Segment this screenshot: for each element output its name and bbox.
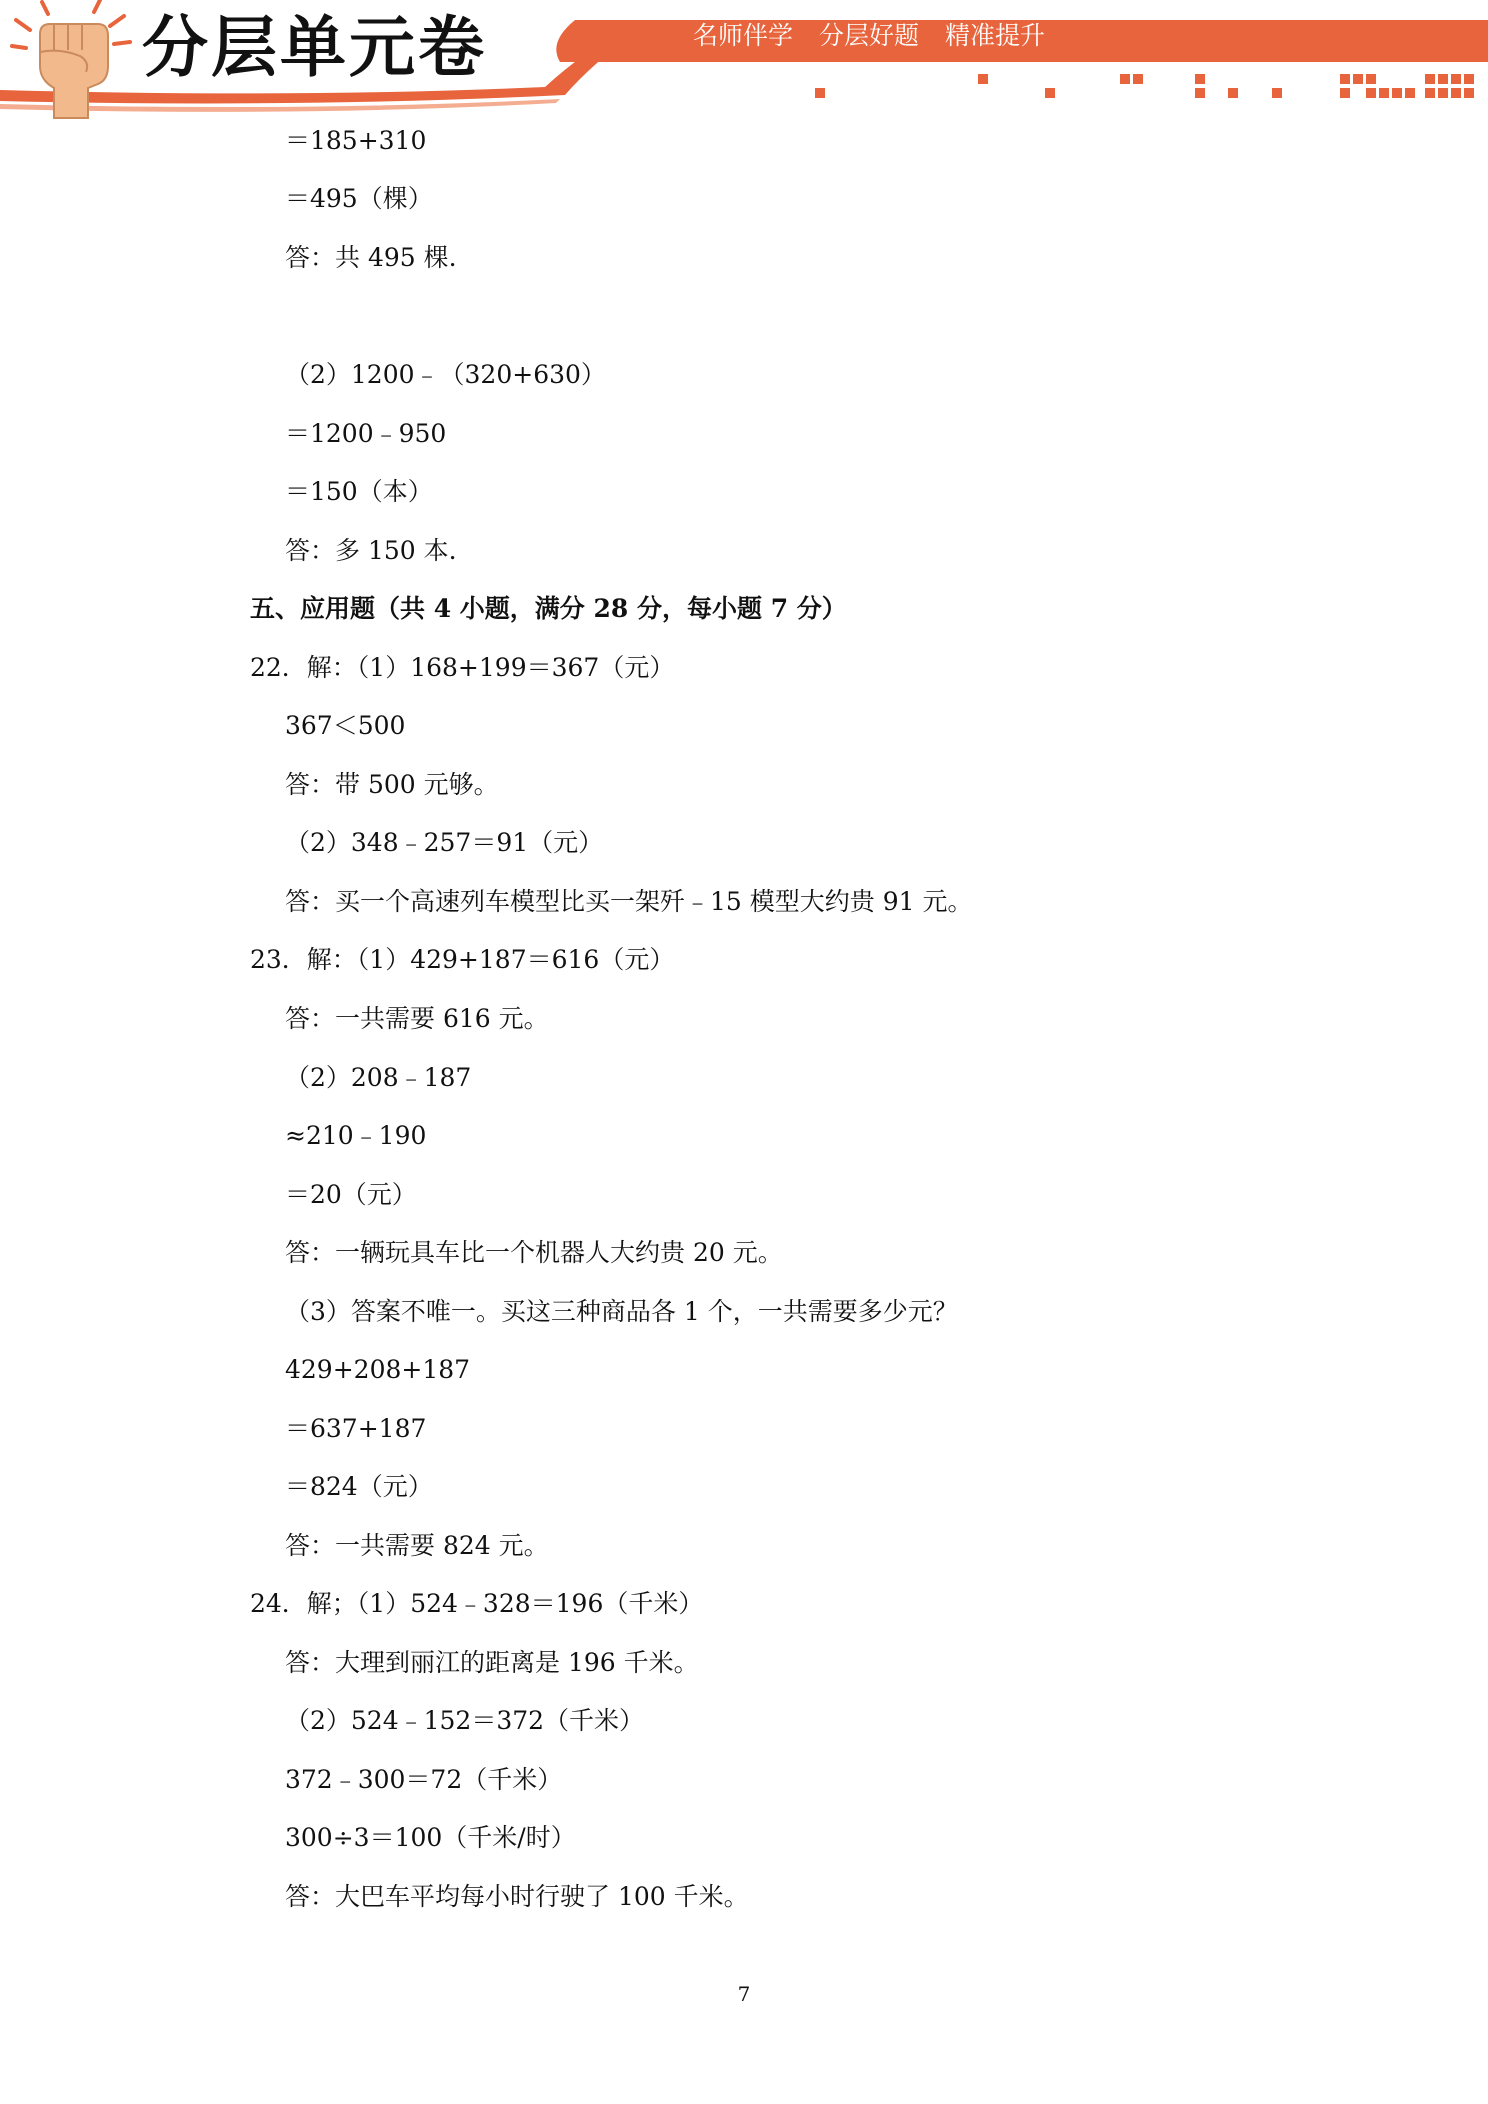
page-number: 7	[737, 1982, 751, 2006]
answer-line: 答：一共需要 824 元。	[285, 1531, 549, 1560]
answer-line: 答：一辆玩具车比一个机器人大约贵 20 元。	[285, 1238, 783, 1267]
section-heading: 五、应用题（共 4 小题，满分 28 分，每小题 7 分）	[250, 594, 847, 623]
question-line: 24．解；（1）524﹣328＝196（千米）	[250, 1589, 704, 1618]
answer-line: ＝495（棵）	[285, 184, 433, 213]
answer-line: 372﹣300＝72（千米）	[285, 1765, 563, 1794]
answer-line: （3）答案不唯一。买这三种商品各 1 个，一共需要多少元？	[285, 1297, 958, 1326]
answer-line: ＝824（元）	[285, 1472, 433, 1501]
answer-line: 300÷3＝100（千米/时）	[285, 1823, 576, 1852]
answer-line: 答：大巴车平均每小时行驶了 100 千米。	[285, 1882, 749, 1911]
answer-line: 答：多 150 本.	[285, 536, 457, 565]
answer-line: 答：大理到丽江的距离是 196 千米。	[285, 1648, 699, 1677]
question-line: 23．解：（1）429+187＝616（元）	[250, 945, 675, 974]
answer-line: ≈210﹣190	[285, 1121, 427, 1150]
slogan-item: 分层好题	[819, 21, 920, 50]
header-title: 分层单元卷	[142, 9, 487, 86]
answer-line: ＝1200﹣950	[285, 419, 447, 448]
slogan-item: 精准提升	[945, 21, 1046, 50]
answer-line: ＝637+187	[285, 1414, 427, 1443]
raised-fist-icon	[10, 0, 140, 125]
answer-line: （2）348﹣257＝91（元）	[285, 828, 604, 857]
answer-line: 答：一共需要 616 元。	[285, 1004, 549, 1033]
page-header	[0, 0, 1488, 125]
header-slogan	[693, 18, 1071, 54]
answer-line: （2）208﹣187	[285, 1063, 472, 1092]
answer-line: ＝150（本）	[285, 477, 433, 506]
answer-line: ＝20（元）	[285, 1180, 417, 1209]
answer-line: （2）1200﹣（320+630）	[285, 360, 606, 389]
question-line: 22．解：（1）168+199＝367（元）	[250, 653, 675, 682]
answer-line: 答：买一个高速列车模型比买一架歼﹣15 模型大约贵 91 元。	[285, 887, 973, 916]
answer-line: 答：带 500 元够。	[285, 770, 499, 799]
answer-line: 367＜500	[285, 711, 406, 740]
answer-line: 429+208+187	[285, 1355, 471, 1384]
answer-line: （2）524﹣152＝372（千米）	[285, 1706, 645, 1735]
slogan-item: 名师伴学	[693, 21, 794, 50]
answer-line: 答：共 495 棵.	[285, 243, 457, 272]
answer-line: ＝185+310	[285, 126, 427, 155]
